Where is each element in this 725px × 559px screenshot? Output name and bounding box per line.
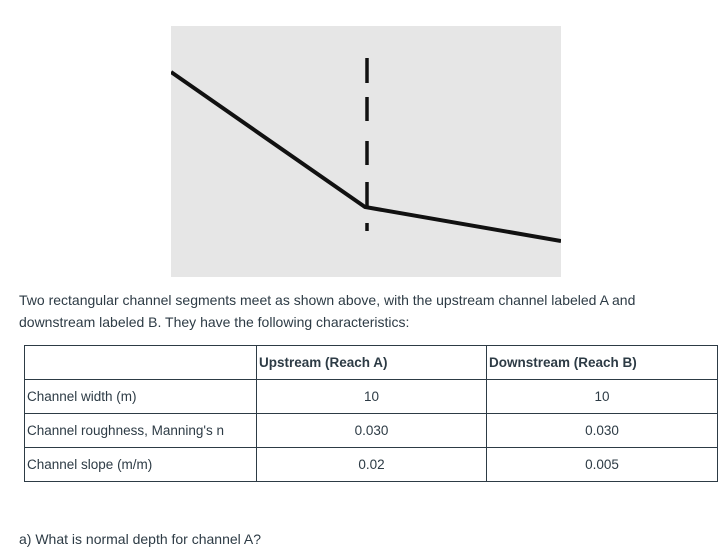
- row-label: Channel width (m): [25, 380, 257, 414]
- reach-b-value: 10: [487, 380, 718, 414]
- reach-b-value: 0.005: [487, 448, 718, 482]
- header-upstream: Upstream (Reach A): [257, 346, 487, 380]
- reach-a-value: 10: [257, 380, 487, 414]
- table-row: [25, 448, 718, 482]
- row-label: Channel slope (m/m): [25, 448, 257, 482]
- header-downstream: Downstream (Reach B): [487, 346, 718, 380]
- reach-b-value: 0.030: [487, 414, 718, 448]
- channel-profile-figure: [171, 26, 561, 277]
- intro-paragraph: Two rectangular channel segments meet as shown above, with the upstream channel labeled A and downstream labeled B. They have the following characteristics:: [19, 292, 636, 330]
- reach-a-value: 0.02: [257, 448, 487, 482]
- channel-characteristics-table: [24, 345, 718, 482]
- reach-a-value: 0.030: [257, 414, 487, 448]
- table-row: [25, 380, 718, 414]
- table-row: [25, 414, 718, 448]
- table-header-row: [25, 346, 718, 380]
- question-a: a) What is normal depth for channel A?: [19, 531, 262, 547]
- channel-profile-sketch: [171, 26, 561, 277]
- header-blank: [25, 346, 257, 380]
- row-label: Channel roughness, Manning's n: [25, 414, 257, 448]
